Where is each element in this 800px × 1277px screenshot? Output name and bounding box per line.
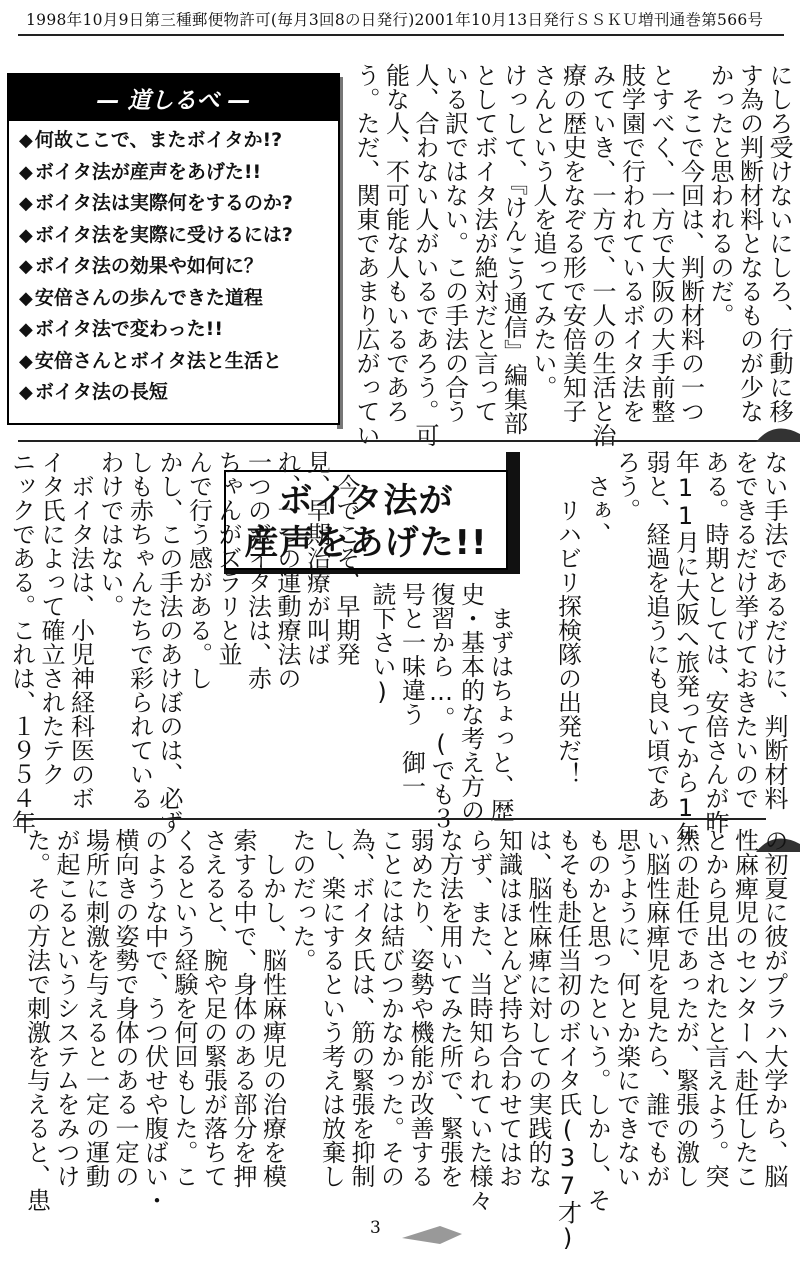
text-column: とから見出されたと言えよう。突 — [701, 828, 729, 1188]
guide-item-label: ボイタ法を実際に受けるには? — [34, 223, 293, 246]
section-rule-2 — [18, 818, 766, 820]
text-column: す為の判断材料となるものが少な — [735, 63, 764, 423]
text-column: 今でこそ、早期発 — [332, 450, 360, 666]
section-rule-1 — [18, 440, 766, 442]
publication-header: 1998年10月9日第三種郵便物許可(毎月3回8の日発行)2001年10月13日発行ＳＳＫＵ増刊通巻第566号 — [26, 11, 764, 29]
text-column: 性麻痺児のセンターへ赴任したこ — [730, 828, 759, 1188]
text-column: し、楽にするという考えは放棄し — [317, 828, 346, 1188]
text-column: 一つのボイタ法は、赤 — [243, 450, 272, 690]
text-column: れ、一つの運動療法の — [273, 450, 301, 690]
text-column: 療の歴史をなぞる形で安倍美知子 — [558, 63, 587, 423]
text-column: ろう。 — [612, 450, 641, 522]
text-column: ボイタ法は、小児神経科医のボ — [66, 450, 95, 810]
guide-item — [19, 125, 293, 157]
diamond-bullet-icon: ◆ — [19, 319, 33, 340]
text-column: 見、早期治療が叫ば — [302, 450, 331, 666]
guide-item — [19, 251, 293, 283]
header-rule — [18, 34, 784, 36]
text-column: 思うように、何とか楽にできない — [612, 828, 641, 1188]
guide-item — [19, 157, 293, 189]
article-bottom-text — [18, 828, 788, 1252]
text-column: ものかと思ったという。しかし、そ — [583, 828, 611, 1212]
guide-item-label: ボイタ法で変わった!! — [34, 318, 223, 340]
arrow-decoration — [400, 1214, 464, 1254]
guide-item — [19, 314, 293, 346]
text-column: は、脳性麻痺に対しての実践的な — [524, 828, 552, 1188]
text-column: わけではない。 — [96, 450, 124, 618]
text-column: な方法を用いてみた所で、緊張を — [435, 828, 464, 1188]
text-column: もそも赴任当初のボイタ氏(37才) — [553, 828, 582, 1252]
text-column: 史・基本的な考え方の — [456, 582, 485, 822]
diamond-bullet-icon: ◆ — [19, 382, 33, 403]
guide-item-label: 安倍さんの歩んできた道程 — [34, 286, 263, 309]
text-column: さぁ、 — [583, 450, 611, 546]
section-title-line1: ボイタ法が — [278, 481, 454, 521]
article-mid-right-text — [548, 450, 788, 846]
guide-item — [19, 188, 293, 220]
text-column: かったと思われるのだ。 — [706, 63, 734, 327]
guide-item-label: ボイタ法の効果や如何に？ — [34, 255, 263, 277]
diamond-bullet-icon: ◆ — [19, 287, 33, 309]
text-column: 弱と、経過を追うにも良い頃であ — [642, 450, 670, 810]
text-column: う。ただ、関東であまり広がってい — [352, 63, 380, 447]
text-column: 肢学園で行われているボイタ法を — [617, 63, 646, 423]
text-column: けっして、『けんこう通信』編集部 — [499, 63, 528, 435]
guide-item-label: ボイタ法は実際何をするのか? — [34, 192, 293, 214]
text-column: しかし、脳性麻痺児の治療を模 — [258, 828, 287, 1188]
text-column: 号と一味違う 御一 — [397, 582, 426, 798]
text-column: をできるだけ挙げておきたいので — [730, 450, 759, 810]
diamond-bullet-icon: ◆ — [19, 224, 33, 246]
text-column: イタ氏によって確立されたテク — [37, 450, 65, 786]
guide-box — [7, 73, 340, 425]
text-column: らず、また、当時知られていた様々 — [465, 828, 493, 1212]
guide-item — [19, 346, 293, 378]
text-column: そこで今回は、判断材料の一つ — [676, 63, 705, 423]
text-column: さんという人を追ってみたい。 — [529, 63, 557, 399]
guide-item-label: ボイタ法の長短 — [34, 381, 168, 403]
text-column: の初夏に彼がプラハ大学から、脳 — [760, 828, 788, 1188]
text-column: 人、合わない人がいるであろう。可 — [411, 63, 439, 447]
text-column: みていき、一方で、一人の生活と治 — [588, 63, 616, 447]
text-column: ちゃんがズラリと並 — [214, 450, 242, 666]
text-column: かし、この手法のあけぼのは、必ず — [155, 450, 183, 834]
guide-list — [19, 125, 293, 409]
text-column: のような中で、うつ伏せや腹ばい・ — [140, 828, 169, 1212]
title-box-shadow — [506, 452, 520, 572]
text-column: ニックである。これは、１９５４年 — [7, 450, 36, 834]
text-column: とすべく、一方で大阪の大手前整 — [647, 63, 675, 423]
guide-item-label: 安倍さんとボイタ法と生活と — [34, 349, 282, 372]
page-number: 3 — [370, 1218, 381, 1238]
text-column: んで行う感がある。し — [184, 450, 213, 690]
torn-edge-decoration — [756, 420, 800, 450]
guide-item-label: ボイタ法が産声をあげた!! — [34, 160, 262, 183]
text-column: 場所に刺激を与えると一定の運動 — [81, 828, 110, 1188]
article-mid-left-text — [7, 450, 360, 834]
guide-title: — 道しるべ — — [9, 75, 338, 121]
text-column: 横向きの姿勢で身体のある一定の — [111, 828, 139, 1188]
diamond-bullet-icon: ◆ — [19, 130, 33, 151]
text-column: 年11月に大阪へ旅発ってから1年 — [671, 450, 700, 846]
diamond-bullet-icon: ◆ — [19, 193, 33, 214]
guide-item-label: 何故ここで、またボイタか!? — [34, 129, 283, 151]
guide-item — [19, 283, 293, 315]
text-column: 能な人、不可能な人もいるであろ — [381, 63, 410, 423]
text-column: にしろ受けないにしろ、行動に移 — [765, 63, 793, 423]
text-column: 為、ボイタ氏は、筋の緊張を抑制 — [347, 828, 375, 1188]
text-column: 索する中で、身体のある部分を押 — [229, 828, 257, 1188]
text-column: さえると、腕や足の緊張が落ちて — [199, 828, 228, 1188]
diamond-bullet-icon: ◆ — [19, 350, 33, 372]
text-column: 然の赴任であったが、緊張の激し — [671, 828, 700, 1188]
text-column: い脳性麻痺児を見たら、誰でもが — [642, 828, 670, 1188]
guide-item — [19, 377, 293, 409]
text-column: たのだった。 — [288, 828, 316, 972]
text-column: が起こるというシステムをみつけ — [52, 828, 80, 1188]
guide-item — [19, 220, 293, 252]
text-column: いる訳ではない。この手法の合う — [440, 63, 469, 423]
text-column: 知識はほとんど持ち合わせてはお — [494, 828, 523, 1188]
text-column: た。その方法で刺激を与えると、患 — [22, 828, 51, 1212]
article-top-text — [345, 63, 793, 447]
article-mid-center-text — [362, 582, 514, 830]
text-column: ある。時期としては、安倍さんが昨 — [701, 450, 729, 834]
text-column: 読下さい) — [368, 582, 396, 706]
text-column: まずはちょっと、歴 — [486, 582, 514, 822]
text-column: しも赤ちゃんたちで彩られている — [125, 450, 154, 810]
text-column: 弱めたり、姿勢や機能が改善する — [406, 828, 434, 1188]
text-column: としてボイタ法が絶対だと言って — [470, 63, 498, 423]
text-column: リハビリ探検隊の出発だ！ — [553, 450, 582, 786]
text-column: ことには結びつかなかった。その — [376, 828, 405, 1188]
text-column: 復習から…。(でも３ — [427, 582, 455, 830]
diamond-bullet-icon: ◆ — [19, 161, 33, 183]
text-column: くるという経験を何回もした。こ — [170, 828, 198, 1188]
section-title-line2: 産声をあげた!! — [244, 523, 488, 563]
diamond-bullet-icon: ◆ — [19, 256, 33, 277]
text-column: ない手法であるだけに、判断材料 — [760, 450, 788, 810]
